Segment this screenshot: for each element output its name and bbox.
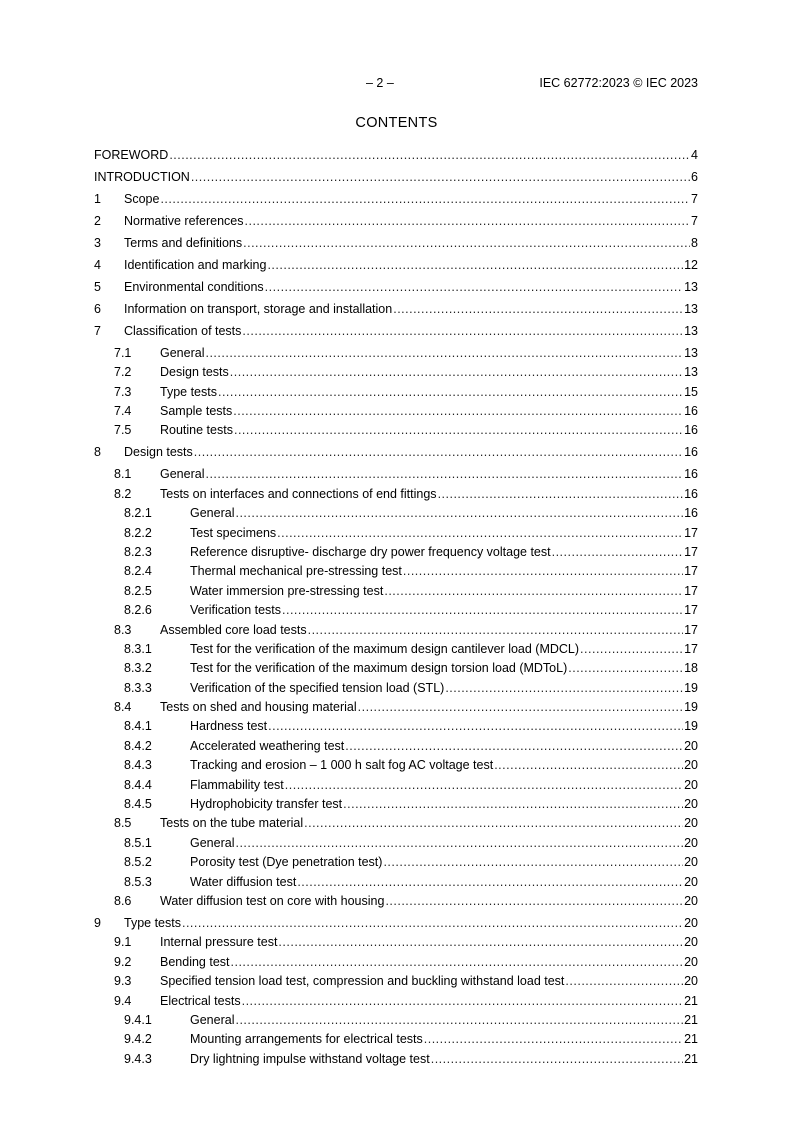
dot-leader <box>445 679 683 698</box>
toc-entry[interactable] <box>94 212 698 231</box>
toc-entry-title: Porosity test (Dye penetration test) <box>190 855 383 870</box>
toc-entry-number: 9 <box>94 915 101 930</box>
toc-entry-page: 12 <box>684 257 698 272</box>
toc-entry[interactable] <box>94 1030 698 1049</box>
toc-entry-page: 17 <box>684 603 698 618</box>
dot-leader <box>297 873 683 892</box>
toc-entry-page: 16 <box>684 445 698 460</box>
dot-leader <box>383 853 683 872</box>
toc-entry[interactable] <box>94 737 698 756</box>
toc-entry-line <box>160 892 698 911</box>
toc-entry-line <box>190 776 698 795</box>
toc-entry-number: 7.4 <box>114 404 132 419</box>
toc-entry[interactable] <box>94 1050 698 1069</box>
toc-entry-page: 17 <box>684 622 698 637</box>
toc-entry-title: Specified tension load test, compression and buckling withstand load test <box>160 974 565 989</box>
toc-entry-line <box>190 853 698 872</box>
toc-entry[interactable] <box>94 168 698 187</box>
toc-entry-page: 17 <box>684 564 698 579</box>
dot-leader <box>235 834 683 853</box>
toc-entry-title: Test for the verification of the maximum design torsion load (MDToL) <box>190 661 568 676</box>
toc-entry[interactable] <box>94 698 698 717</box>
toc-entry-number: 8.2.6 <box>124 603 152 618</box>
toc-entry-number: 8.3.1 <box>124 641 152 656</box>
toc-entry-line <box>160 402 698 421</box>
toc-entry-page: 20 <box>684 935 698 950</box>
dot-leader <box>431 1050 683 1069</box>
toc-entry-page: 17 <box>684 583 698 598</box>
toc-entry-line <box>190 1011 698 1030</box>
toc-entry[interactable] <box>94 524 698 543</box>
toc-entry-page: 17 <box>684 641 698 656</box>
toc-entry-number: 8.5 <box>114 816 132 831</box>
toc-entry-page: 13 <box>684 301 698 316</box>
toc-entry-number: 3 <box>94 235 101 250</box>
toc-entry-title: Information on transport, storage and installation <box>124 301 393 316</box>
toc-entry-title: General <box>160 467 205 482</box>
toc-entry-line <box>190 601 698 620</box>
toc-entry-line <box>190 524 698 543</box>
toc-entry-title: General <box>190 506 235 521</box>
toc-entry-page: 21 <box>684 1051 698 1066</box>
toc-entry-number: 8.2.1 <box>124 506 152 521</box>
toc-entry[interactable] <box>94 300 698 319</box>
toc-entry-page: 13 <box>684 279 698 294</box>
dot-leader <box>243 234 690 253</box>
toc-entry-title: Flammability test <box>190 777 284 792</box>
toc-entry[interactable] <box>94 234 698 253</box>
toc-entry-line <box>124 256 698 275</box>
toc-entry-page: 20 <box>684 797 698 812</box>
toc-entry-title: Tracking and erosion – 1 000 h salt fog AC voltage test <box>190 758 494 773</box>
toc-entry-number: 9.4.2 <box>124 1032 152 1047</box>
toc-entry[interactable] <box>94 601 698 620</box>
toc-entry[interactable] <box>94 621 698 640</box>
toc-entry-page: 17 <box>684 544 698 559</box>
toc-entry-page: 20 <box>684 915 698 930</box>
toc-entry-title: Dry lightning impulse withstand voltage test <box>190 1051 430 1066</box>
toc-entry-line <box>160 992 698 1011</box>
toc-entry-number: 4 <box>94 257 101 272</box>
toc-entry-line <box>160 344 698 363</box>
dot-leader <box>277 524 683 543</box>
toc-entry-line <box>124 322 698 341</box>
dot-leader <box>552 543 683 562</box>
toc-entry-title: Test specimens <box>190 525 277 540</box>
toc-entry-line <box>124 212 698 231</box>
toc-entry[interactable] <box>94 363 698 382</box>
dot-leader <box>565 972 683 991</box>
toc-entry[interactable] <box>94 344 698 363</box>
toc-entry-number: 2 <box>94 213 101 228</box>
standard-header: IEC 62772:2023 © IEC 2023 <box>539 76 698 90</box>
toc-entry-number: 9.4.3 <box>124 1051 152 1066</box>
toc-entry[interactable] <box>94 892 698 911</box>
toc-entry-page: 7 <box>691 191 698 206</box>
toc-entry-title: Classification of tests <box>124 323 242 338</box>
toc-entry[interactable] <box>94 443 698 462</box>
dot-leader <box>233 402 683 421</box>
toc-entry-page: 13 <box>684 323 698 338</box>
dot-leader <box>384 582 683 601</box>
toc-entry-title: General <box>160 345 205 360</box>
toc-entry-title: Hydrophobicity transfer test <box>190 797 343 812</box>
toc-entry-title: Water immersion pre-stressing test <box>190 583 384 598</box>
toc-entry-number: 7.5 <box>114 423 132 438</box>
toc-entry-line <box>190 640 698 659</box>
toc-entry-page: 20 <box>684 893 698 908</box>
toc-entry-number: 8.2.5 <box>124 583 152 598</box>
toc-entry-title: Design tests <box>124 445 193 460</box>
toc-entry[interactable] <box>94 562 698 581</box>
toc-entry-line <box>160 465 698 484</box>
toc-entry-title: Assembled core load tests <box>160 622 307 637</box>
dot-leader <box>282 601 683 620</box>
toc-entry-line <box>124 300 698 319</box>
toc-entry-line <box>190 543 698 562</box>
toc-entry-line <box>190 1050 698 1069</box>
toc-entry-line <box>190 582 698 601</box>
toc-entry[interactable] <box>94 717 698 736</box>
toc-entry-number: 8.2 <box>114 486 132 501</box>
toc-entry-title: Reference disruptive- discharge dry power frequency voltage test <box>190 544 551 559</box>
toc-entry[interactable] <box>94 953 698 972</box>
toc-entry-line <box>160 972 698 991</box>
toc-entry-title: Mounting arrangements for electrical tests <box>190 1032 423 1047</box>
toc-entry-title: Test for the verification of the maximum design cantilever load (MDCL) <box>190 641 580 656</box>
toc-entry-number: 9.4 <box>114 993 132 1008</box>
dot-leader <box>169 146 690 165</box>
toc-entry-line <box>190 834 698 853</box>
toc-entry-title: General <box>190 835 235 850</box>
toc-entry-number: 8.2.2 <box>124 525 152 540</box>
toc-entry-number: 8.2.4 <box>124 564 152 579</box>
dot-leader <box>278 933 683 952</box>
toc-entry[interactable] <box>94 322 698 341</box>
toc-entry-line <box>190 562 698 581</box>
toc-entry-title: General <box>190 1012 235 1027</box>
toc-entry-title: Normative references <box>124 213 244 228</box>
toc-entry-page: 4 <box>691 148 698 162</box>
toc-entry-page: 16 <box>684 486 698 501</box>
toc-entry-page: 20 <box>684 855 698 870</box>
toc-entry-page: 16 <box>684 506 698 521</box>
dot-leader <box>235 1011 683 1030</box>
toc-entry-title: Water diffusion test on core with housing <box>160 893 385 908</box>
toc-entry-title: Bending test <box>160 954 230 969</box>
toc-entry[interactable] <box>94 814 698 833</box>
toc-entry-page: 20 <box>684 874 698 889</box>
dot-leader <box>358 698 683 717</box>
toc-entry-line <box>190 504 698 523</box>
toc-entry-page: 13 <box>684 345 698 360</box>
toc-entry-line <box>190 795 698 814</box>
toc-entry-page: 19 <box>684 680 698 695</box>
toc-entry-page: 18 <box>684 661 698 676</box>
toc-entry[interactable] <box>94 383 698 402</box>
toc-entry-number: 8.4.4 <box>124 777 152 792</box>
toc-entry-title: Terms and definitions <box>124 235 243 250</box>
toc-entry[interactable] <box>94 504 698 523</box>
toc-entry[interactable] <box>94 679 698 698</box>
dot-leader <box>345 737 683 756</box>
toc-entry-page: 19 <box>684 700 698 715</box>
dot-leader <box>285 776 683 795</box>
toc-entry-page: 19 <box>684 719 698 734</box>
toc-entry-title: Tests on interfaces and connections of end fittings <box>160 486 437 501</box>
toc-entry-line <box>160 421 698 440</box>
toc-entry-page: 17 <box>684 525 698 540</box>
toc-entry-line <box>94 168 698 187</box>
toc-entry-number: 9.4.1 <box>124 1012 152 1027</box>
toc-entry[interactable] <box>94 756 698 775</box>
toc-entry-line <box>190 737 698 756</box>
dot-leader <box>267 256 683 275</box>
toc-entry-line <box>190 756 698 775</box>
dot-leader <box>205 344 683 363</box>
toc-entry-number: 8.4 <box>114 700 132 715</box>
dot-leader <box>245 212 691 231</box>
dot-leader <box>265 278 683 297</box>
dot-leader <box>242 992 684 1011</box>
toc-entry-title: FOREWORD <box>94 148 169 162</box>
toc-entry-line <box>160 698 698 717</box>
toc-entry-line <box>160 621 698 640</box>
toc-entry[interactable] <box>94 402 698 421</box>
toc-entry-page: 16 <box>684 467 698 482</box>
toc-entry-page: 21 <box>684 1032 698 1047</box>
toc-entry-title: Design tests <box>160 365 229 380</box>
toc-entry-line <box>124 234 698 253</box>
page-number: – 2 – <box>366 76 394 90</box>
dot-leader <box>494 756 683 775</box>
dot-leader <box>182 914 683 933</box>
toc-entry-title: Environmental conditions <box>124 279 264 294</box>
toc-entry-line <box>190 679 698 698</box>
toc-entry[interactable] <box>94 795 698 814</box>
dot-leader <box>385 892 683 911</box>
toc-entry[interactable] <box>94 278 698 297</box>
toc-entry-line <box>124 443 698 462</box>
dot-leader <box>568 659 683 678</box>
dot-leader <box>438 485 684 504</box>
toc-entry-page: 7 <box>691 213 698 228</box>
toc-entry-page: 20 <box>684 974 698 989</box>
toc-entry-page: 20 <box>684 835 698 850</box>
toc-entry[interactable] <box>94 914 698 933</box>
toc-entry-page: 16 <box>684 423 698 438</box>
toc-entry-page: 20 <box>684 954 698 969</box>
toc-entry-number: 8.1 <box>114 467 132 482</box>
toc-entry[interactable] <box>94 1011 698 1030</box>
toc-entry-number: 1 <box>94 191 101 206</box>
toc-entry-page: 21 <box>684 993 698 1008</box>
toc-entry[interactable] <box>94 992 698 1011</box>
toc-entry[interactable] <box>94 834 698 853</box>
toc-entry-number: 7 <box>94 323 101 338</box>
toc-entry-title: Electrical tests <box>160 993 241 1008</box>
dot-leader <box>194 443 683 462</box>
toc-entry-line <box>160 363 698 382</box>
toc-entry-page: 8 <box>691 235 698 250</box>
toc-entry-title: Type tests <box>160 384 217 399</box>
toc-entry-number: 5 <box>94 279 101 294</box>
toc-entry-title: Scope <box>124 191 160 206</box>
toc-entry-page: 20 <box>684 816 698 831</box>
dot-leader <box>308 621 683 640</box>
dot-leader <box>205 465 683 484</box>
dot-leader <box>393 300 683 319</box>
toc-entry[interactable] <box>94 146 698 165</box>
toc-entry-number: 8.6 <box>114 893 132 908</box>
toc-entry-title: Verification of the specified tension load (STL) <box>190 680 445 695</box>
dot-leader <box>242 322 683 341</box>
toc-entry-line <box>160 933 698 952</box>
toc-entry-line <box>190 1030 698 1049</box>
toc-entry-number: 8.3.2 <box>124 661 152 676</box>
toc-entry[interactable] <box>94 776 698 795</box>
toc-entry-line <box>160 383 698 402</box>
toc-entry-title: Verification tests <box>190 603 282 618</box>
toc-entry-page: 15 <box>684 384 698 399</box>
toc-entry-line <box>190 717 698 736</box>
toc-entry-number: 9.1 <box>114 935 132 950</box>
toc-entry-number: 7.2 <box>114 365 132 380</box>
toc-entry[interactable] <box>94 933 698 952</box>
toc-entry-title: Thermal mechanical pre-stressing test <box>190 564 402 579</box>
toc-entry-page: 21 <box>684 1012 698 1027</box>
dot-leader <box>304 814 683 833</box>
toc-entry-number: 9.2 <box>114 954 132 969</box>
toc-entry-line <box>124 914 698 933</box>
toc-entry-number: 8.5.2 <box>124 855 152 870</box>
toc-entry-title: Water diffusion test <box>190 874 297 889</box>
toc-entry-number: 8.4.3 <box>124 758 152 773</box>
toc-entry[interactable] <box>94 582 698 601</box>
toc-entry-number: 9.3 <box>114 974 132 989</box>
toc-entry-number: 8.4.1 <box>124 719 152 734</box>
toc-entry-number: 7.3 <box>114 384 132 399</box>
toc-entry-number: 7.1 <box>114 345 132 360</box>
toc-entry-line <box>190 873 698 892</box>
toc-entry-title: Accelerated weathering test <box>190 738 345 753</box>
toc-entry[interactable] <box>94 465 698 484</box>
dot-leader <box>235 504 683 523</box>
table-of-contents <box>94 146 698 1069</box>
toc-entry-number: 8.5.3 <box>124 874 152 889</box>
dot-leader <box>230 363 683 382</box>
toc-entry-number: 8.3 <box>114 622 132 637</box>
toc-entry-page: 16 <box>684 404 698 419</box>
toc-entry-title: Sample tests <box>160 404 233 419</box>
dot-leader <box>231 953 684 972</box>
toc-entry-line <box>160 953 698 972</box>
toc-entry-title: Tests on the tube material <box>160 816 304 831</box>
toc-entry-number: 8 <box>94 445 101 460</box>
dot-leader <box>191 168 690 187</box>
toc-entry[interactable] <box>94 256 698 275</box>
toc-entry-line <box>94 146 698 165</box>
toc-entry-number: 6 <box>94 301 101 316</box>
toc-entry-title: INTRODUCTION <box>94 169 190 184</box>
toc-entry-page: 6 <box>691 169 698 184</box>
dot-leader <box>403 562 683 581</box>
toc-entry-line <box>190 659 698 678</box>
page-title: CONTENTS <box>355 115 438 131</box>
toc-entry-title: Identification and marking <box>124 257 267 272</box>
toc-entry-page: 13 <box>684 365 698 380</box>
toc-entry-title: Hardness test <box>190 719 268 734</box>
toc-entry[interactable] <box>94 972 698 991</box>
toc-entry-line <box>160 814 698 833</box>
toc-entry[interactable] <box>94 421 698 440</box>
toc-entry-number: 8.5.1 <box>124 835 152 850</box>
toc-entry-line <box>124 278 698 297</box>
toc-entry-number: 8.2.3 <box>124 544 152 559</box>
toc-entry[interactable] <box>94 873 698 892</box>
dot-leader <box>218 383 683 402</box>
dot-leader <box>580 640 683 659</box>
toc-entry[interactable] <box>94 659 698 678</box>
toc-entry[interactable] <box>94 485 698 504</box>
toc-entry[interactable] <box>94 853 698 872</box>
toc-entry-number: 8.3.3 <box>124 680 152 695</box>
toc-entry[interactable] <box>94 543 698 562</box>
toc-entry-number: 8.4.5 <box>124 797 152 812</box>
dot-leader <box>424 1030 683 1049</box>
toc-entry[interactable] <box>94 640 698 659</box>
toc-entry[interactable] <box>94 190 698 209</box>
dot-leader <box>160 190 690 209</box>
toc-entry-line <box>160 485 698 504</box>
toc-entry-title: Internal pressure test <box>160 935 278 950</box>
dot-leader <box>343 795 683 814</box>
dot-leader <box>234 421 683 440</box>
dot-leader <box>268 717 683 736</box>
toc-entry-page: 20 <box>684 738 698 753</box>
toc-entry-title: Type tests <box>124 915 181 930</box>
toc-entry-title: Tests on shed and housing material <box>160 700 357 715</box>
toc-entry-page: 20 <box>684 758 698 773</box>
toc-entry-page: 20 <box>684 777 698 792</box>
toc-entry-line <box>124 190 698 209</box>
toc-entry-number: 8.4.2 <box>124 738 152 753</box>
toc-entry-title: Routine tests <box>160 423 233 438</box>
